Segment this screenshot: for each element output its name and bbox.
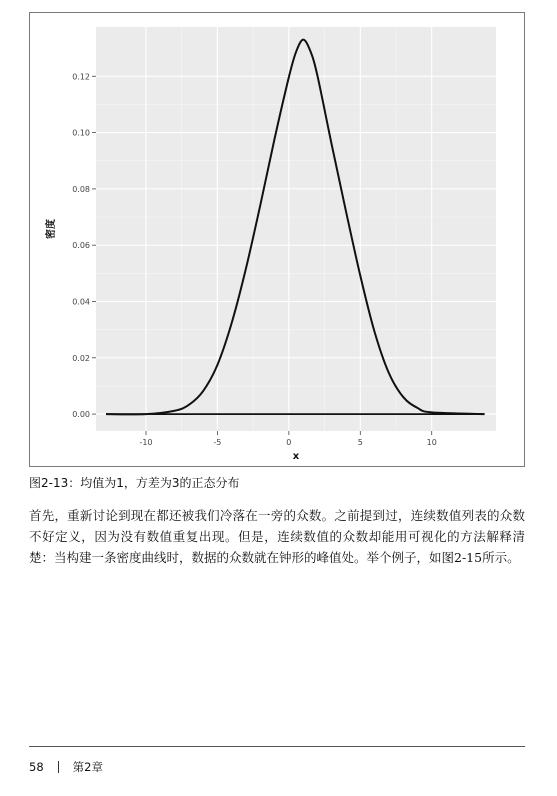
page-footer <box>29 759 103 775</box>
y-axis-label: 密度 <box>46 219 57 239</box>
x-tick-label: 5 <box>357 438 363 447</box>
page-number: 58 <box>29 760 44 774</box>
footer-divider <box>29 746 525 747</box>
x-tick-label: -10 <box>139 438 153 447</box>
x-tick-label: 0 <box>286 438 292 447</box>
x-axis-label: x <box>292 451 300 462</box>
body-paragraph: 首先，重新讨论到现在都还被我们冷落在一旁的众数。之前提到过，连续数值列表的众数不好定义，因为没有数值重复出现。但是，连续数值的众数却能用可视化的方法解释清楚：当构建一条密度曲线时，数据的众数就在钟形的峰值处。举个例子，如图2-15所示。 <box>29 508 525 565</box>
x-tick-label: 10 <box>426 438 437 447</box>
y-tick-label: 0.04 <box>72 297 90 307</box>
y-tick-label: 0.10 <box>72 128 90 138</box>
figure-panel <box>29 12 525 467</box>
plot-background <box>96 27 496 431</box>
y-tick-label: 0.12 <box>72 72 90 82</box>
y-tick-label: 0.02 <box>72 353 90 363</box>
footer-separator <box>58 761 59 773</box>
figure-caption: 图2-13：均值为1，方差为3的正态分布 <box>29 476 240 490</box>
y-tick-label: 0.08 <box>72 184 90 194</box>
y-tick-label: 0.06 <box>72 241 90 251</box>
chapter-label: 第2章 <box>72 760 103 774</box>
y-tick-label: 0.00 <box>72 410 90 420</box>
x-tick-label: -5 <box>213 438 222 447</box>
density-chart <box>30 13 524 466</box>
